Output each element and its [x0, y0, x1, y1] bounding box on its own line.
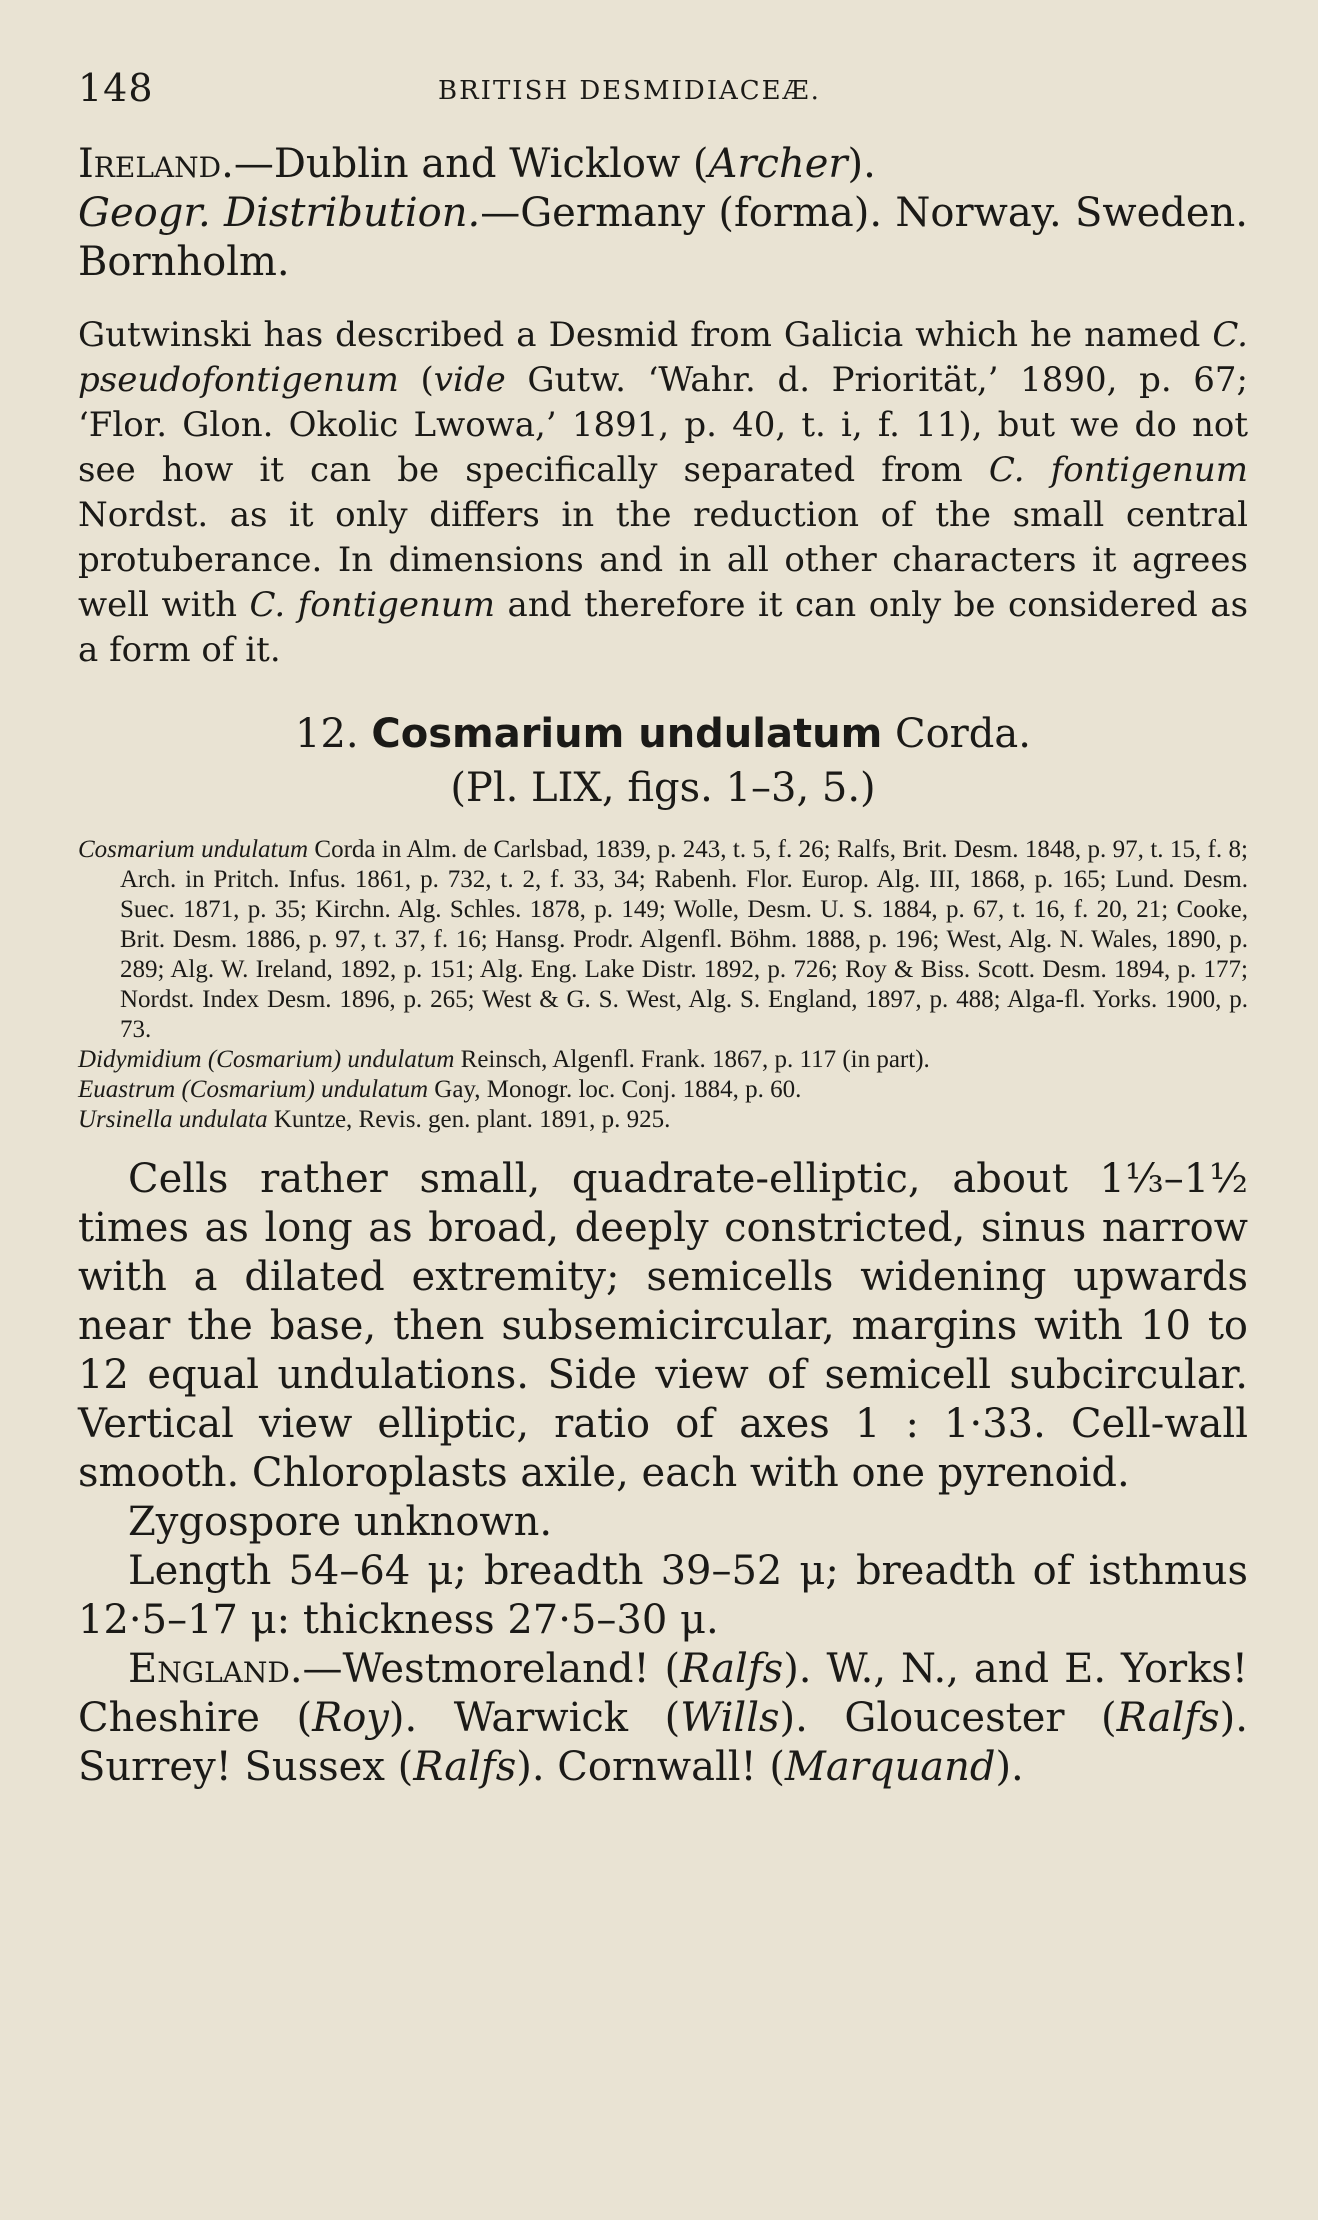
synonymy-block: [78, 835, 1248, 1135]
plate-reference: (Pl. LIX, figs. 1–3, 5.): [450, 765, 876, 811]
locality-text: ). Surrey! Sussex (: [78, 1695, 1248, 1790]
ireland-label: Ireland.: [78, 141, 234, 187]
note-text: Gutw. ‘Wahr. d. Priorität,’ 1890, p. 67; ‘Flor. Glon. Okolic Lwowa,’ 1891, p. 40, t. i, f. 11), but we do not see how it can be specifically separated from: [78, 360, 1248, 490]
synonym-entry: [78, 1105, 1248, 1135]
note-text: Gutwinski has described a Desmid from Galicia which he named: [78, 315, 1213, 355]
distribution-paragraph: [78, 189, 1248, 287]
zygospore-paragraph: Zygospore unknown.: [128, 1499, 553, 1545]
distribution-text: —Germany (forma). Norway. Sweden. Bornholm.: [78, 190, 1249, 285]
ireland-close: ).: [847, 141, 876, 187]
note-italic: vide: [433, 360, 506, 400]
note-text: Nordst. as it only differs in the reduction of the small central protuberance. In dimensions and in all other characters it agrees well with: [78, 495, 1248, 625]
collector-name: Ralfs: [1116, 1695, 1220, 1741]
synonym-name: Ursinella undulata: [78, 1106, 268, 1133]
locality-text: ). Cornwall! (: [516, 1744, 785, 1790]
page-number: 148: [78, 66, 154, 110]
collector-name: Roy: [312, 1695, 389, 1741]
species-author: Corda.: [894, 711, 1031, 757]
note-text: (: [398, 360, 434, 400]
synonym-name: Didymidium (Cosmarium) undulatum: [78, 1046, 455, 1073]
synonym-citation: Kuntze, Revis. gen. plant. 1891, p. 925.: [267, 1106, 671, 1133]
distribution-label: Geogr. Distribution.: [78, 190, 481, 236]
locality-text: —Westmoreland! (: [302, 1646, 681, 1692]
note-taxon: C. fontigenum: [988, 450, 1248, 490]
description-paragraph: Cells rather small, quadrate-elliptic, about 1⅓–1½ times as long as broad, deeply constricted, sinus narrow with a dilated extremity; semicells widening upwards near the base, then subsemicircular, margins with 10 to 12 equal undulations. Side view of semicell subcircular. Vertical view elliptic, ratio of axes 1 : 1·33. Cell-wall smooth. Chloroplasts axile, each with one pyrenoid.: [78, 1156, 1248, 1496]
locality-text: ).: [995, 1744, 1024, 1790]
collector-name: Ralfs: [680, 1646, 784, 1692]
ireland-paragraph: [78, 140, 1248, 189]
synonym-name: Cosmarium undulatum: [78, 836, 309, 863]
england-label: England.: [128, 1646, 303, 1692]
species-name: Cosmarium undulatum: [371, 711, 883, 757]
species-heading: [78, 707, 1248, 761]
note-taxon: C. fontigenum: [249, 585, 496, 625]
page-header: [78, 60, 1248, 120]
locality-text: ). Warwick (: [388, 1695, 681, 1741]
synonym-entry: [78, 835, 1248, 1045]
collector-name: Marquand: [784, 1744, 996, 1790]
synonym-citation: Gay, Monogr. loc. Conj. 1884, p. 60.: [428, 1076, 802, 1103]
synonym-name: Euastrum (Cosmarium) undulatum: [78, 1076, 429, 1103]
species-number: 12.: [295, 711, 359, 757]
synonym-entry: [78, 1075, 1248, 1105]
dimensions-paragraph: Length 54–64 μ; breadth 39–52 μ; breadth of isthmus 12·5–17 μ: thickness 27·5–30 μ.: [78, 1548, 1248, 1643]
synonym-citation: Corda in Alm. de Carlsbad, 1839, p. 243, t. 5, f. 26; Ralfs, Brit. Desm. 1848, p. 97, t. 15, f. 8; Arch. in Pritch. Infus. 1861, p. 732, t. 2, f. 33, 34; Rabenh. Flor. Europ. Alg. III, 1868, p. 165; Lund. Desm. Suec. 1871, p. 35; Kirchn. Alg. Schles. 1878, p. 149; Wolle, Desm. U. S. 1884, p. 67, t. 16, f. 20, 21; Cooke, Brit. Desm. 1886, p. 97, t. 37, f. 16; Hansg. Prodr. Algenfl. Böhm. 1888, p. 196; West, Alg. N. Wales, 1890, p. 289; Alg. W. Ireland, 1892, p. 151; Alg. Eng. Lake Distr. 1892, p. 726; Roy & Biss. Scott. Desm. 1894, p. 177; Nordst. Index Desm. 1896, p. 265; West & G. S. West, Alg. S. England, 1897, p. 488; Alga-fl. Yorks. 1900, p. 73.: [120, 836, 1248, 1043]
ireland-text: —Dublin and Wicklow (: [233, 141, 709, 187]
note-taxon: C. pseudofontigenum: [78, 315, 1248, 400]
synonym-citation: Reinsch, Algenfl. Frank. 1867, p. 117 (in part).: [454, 1046, 930, 1073]
running-title: BRITISH DESMIDIACEÆ.: [438, 76, 821, 106]
ireland-author: Archer: [708, 141, 848, 187]
note-paragraph: [78, 313, 1248, 673]
locality-text: ). Gloucester (: [779, 1695, 1117, 1741]
collector-name: Ralfs: [413, 1744, 517, 1790]
england-paragraph: [78, 1645, 1248, 1792]
synonym-entry: [78, 1045, 1248, 1075]
book-page: [78, 60, 1248, 1792]
collector-name: Wills: [680, 1695, 780, 1741]
note-text: and therefore it can only be considered as a form of it.: [78, 585, 1249, 670]
locality-text: ). W., N., and E. Yorks! Cheshire (: [78, 1646, 1248, 1741]
